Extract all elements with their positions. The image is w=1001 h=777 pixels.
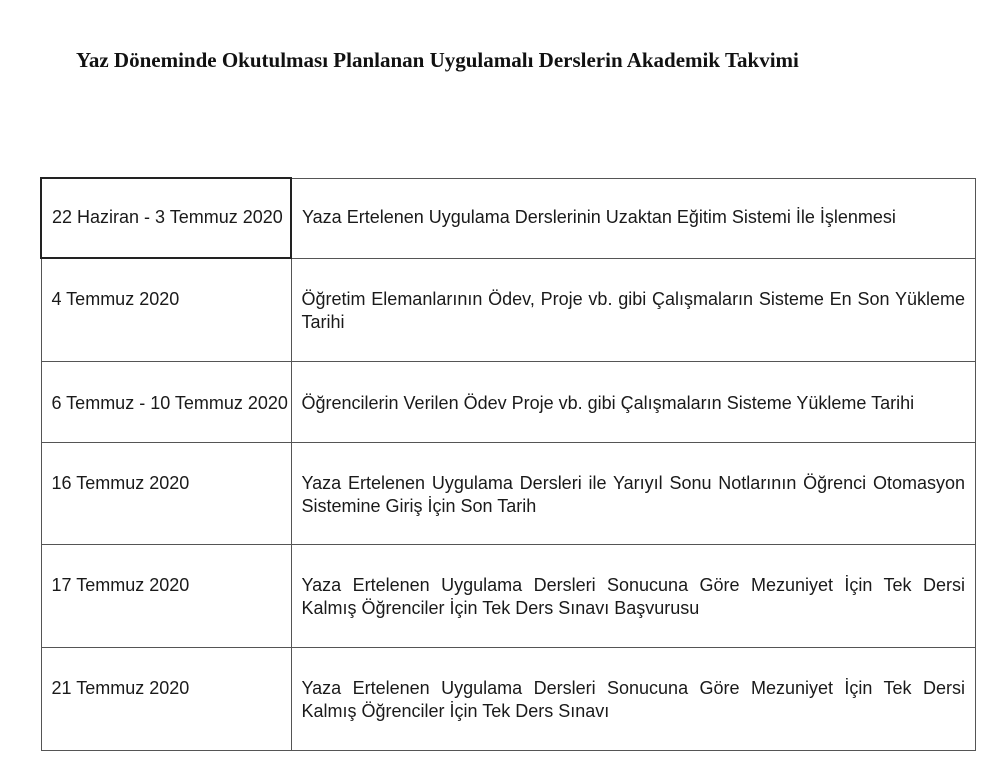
- description-cell: Yaza Ertelenen Uygulama Dersleri Sonucuna Göre Mezuniyet İçin Tek Dersi Kalmış Öğrenciler İçin Tek Ders Sınavı: [291, 647, 976, 750]
- date-cell: 21 Temmuz 2020: [41, 647, 291, 750]
- date-cell: 4 Temmuz 2020: [41, 258, 291, 361]
- academic-calendar-table: [40, 177, 976, 751]
- date-cell: 6 Temmuz - 10 Temmuz 2020: [41, 361, 291, 442]
- table-row: [41, 544, 976, 647]
- table-row: [41, 442, 976, 544]
- date-cell: 17 Temmuz 2020: [41, 544, 291, 647]
- description-cell: Öğretim Elemanlarının Ödev, Proje vb. gibi Çalışmaların Sisteme En Son Yükleme Tarihi: [291, 258, 976, 361]
- description-cell: Yaza Ertelenen Uygulama Dersleri Sonucuna Göre Mezuniyet İçin Tek Dersi Kalmış Öğrenciler İçin Tek Ders Sınavı Başvurusu: [291, 544, 976, 647]
- document-title: Yaz Döneminde Okutulması Planlanan Uygulamalı Derslerin Akademik Takvimi: [76, 48, 799, 72]
- date-cell: 16 Temmuz 2020: [41, 442, 291, 544]
- date-cell[interactable]: 22 Haziran - 3 Temmuz 2020: [41, 178, 291, 258]
- table-row: [41, 258, 976, 361]
- description-cell: Yaza Ertelenen Uygulama Derslerinin Uzaktan Eğitim Sistemi İle İşlenmesi: [291, 178, 976, 258]
- description-cell: Yaza Ertelenen Uygulama Dersleri ile Yarıyıl Sonu Notlarının Öğrenci Otomasyon Sistemine Giriş İçin Son Tarih: [291, 442, 976, 544]
- table-row: [41, 361, 976, 442]
- table-row: [41, 178, 976, 258]
- description-cell: Öğrencilerin Verilen Ödev Proje vb. gibi Çalışmaların Sisteme Yükleme Tarihi: [291, 361, 976, 442]
- table-row: [41, 647, 976, 750]
